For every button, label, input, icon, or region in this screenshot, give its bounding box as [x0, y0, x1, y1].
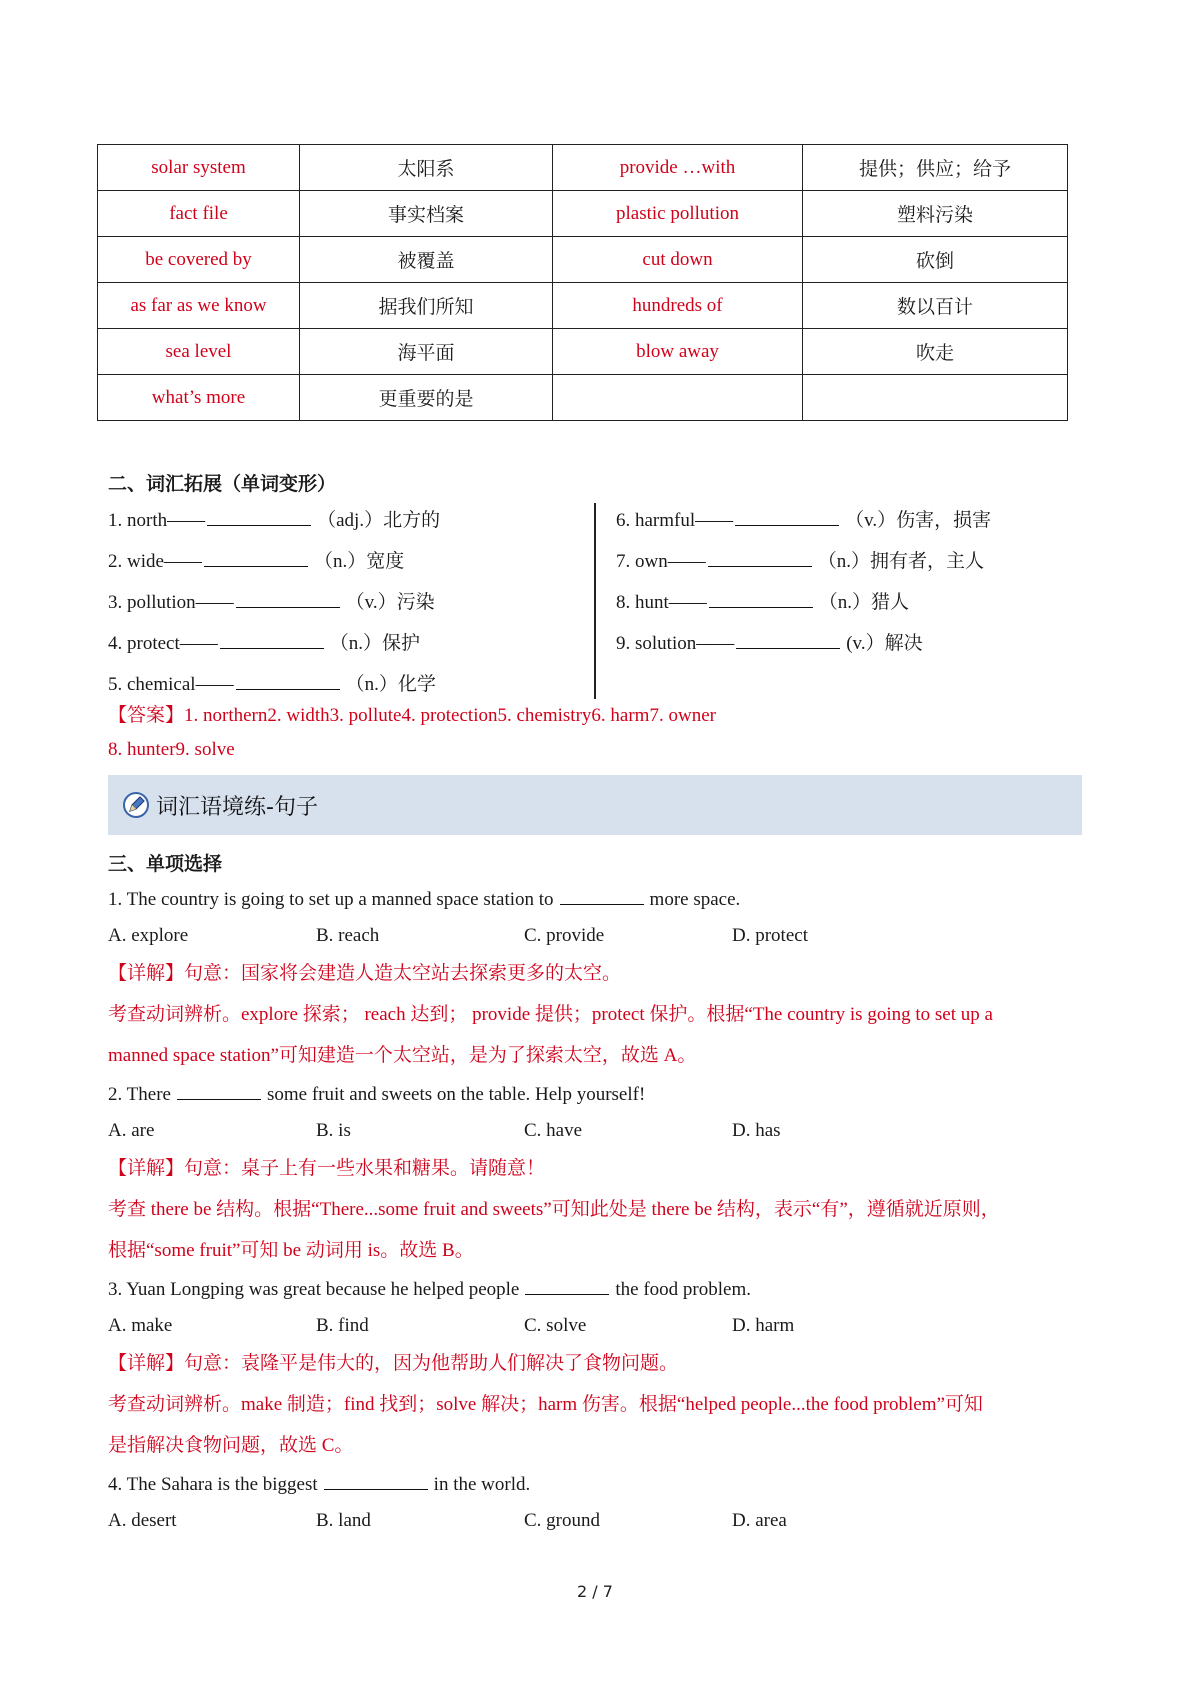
option-a[interactable]: A. explore [108, 925, 189, 946]
phrase-row [98, 145, 1068, 191]
answer-blank[interactable] [177, 1081, 261, 1100]
answer-blank[interactable] [236, 671, 340, 690]
option-b[interactable]: B. reach [316, 925, 380, 946]
option-d[interactable]: D. protect [732, 925, 808, 946]
options [108, 1507, 1088, 1545]
question-3: 3. Yuan Longping was great because he helped people the food problem. A. make B. find C. solve D. harm 【详解】句意：袁隆平是伟大的，因为他帮助人们解决了食物问题。 考查动词辨析。make 制造；find 找到；solve 解决；harm 伤害。根据“helped people...the food problem”可知 是指解决食物问题，故选 C。 [108, 1276, 1088, 1473]
explanation: 【详解】句意：袁隆平是伟大的，因为他帮助人们解决了食物问题。 [108, 1353, 679, 1374]
answer-blank[interactable] [324, 1471, 428, 1490]
phrase-chinese: 更重要的是 [300, 375, 553, 421]
phrase-english: as far as we know [98, 283, 300, 329]
phrase-row [98, 375, 1068, 421]
option-c[interactable]: C. provide [524, 925, 605, 946]
answer-blank[interactable] [708, 548, 812, 567]
phrase-chinese: 塑料污染 [803, 191, 1068, 237]
word-form-item: 1. north—— （adj.）北方的 [108, 507, 440, 548]
phrase-chinese: 数以百计 [803, 283, 1068, 329]
phrase-chinese: 事实档案 [300, 191, 553, 237]
phrase-english [553, 375, 803, 421]
phrase-english: hundreds of [553, 283, 803, 329]
banner-title: 词汇语境练-句子 [156, 794, 318, 820]
phrase-row [98, 329, 1068, 375]
option-c[interactable]: C. solve [524, 1315, 587, 1336]
phrase-chinese: 提供；供应；给予 [803, 145, 1068, 191]
answer-blank[interactable] [736, 630, 840, 649]
phrase-chinese: 据我们所知 [300, 283, 553, 329]
word-form-item: 4. protect—— （n.）保护 [108, 630, 440, 671]
option-a[interactable]: A. desert [108, 1510, 177, 1531]
word-form-item: 8. hunt—— （n.）猎人 [616, 589, 991, 630]
word-form-item: 3. pollution—— （v.）污染 [108, 589, 440, 630]
section-title-single-choice: 三、单项选择 [108, 853, 223, 875]
phrase-chinese [803, 375, 1068, 421]
phrase-english: plastic pollution [553, 191, 803, 237]
options [108, 922, 1088, 960]
word-forms-right [616, 507, 991, 671]
explanation: 考查 there be 结构。根据“There...some fruit and sweets”可知此处是 there be 结构，表示“有”，遵循就近原则， [108, 1199, 1000, 1220]
phrase-english: be covered by [98, 237, 300, 283]
phrase-english: cut down [553, 237, 803, 283]
option-c[interactable]: C. have [524, 1120, 583, 1141]
phrase-english: sea level [98, 329, 300, 375]
option-b[interactable]: B. is [316, 1120, 351, 1141]
phrase-english: blow away [553, 329, 803, 375]
answer-blank[interactable] [735, 507, 839, 526]
pencil-icon [122, 791, 150, 819]
word-form-item: 9. solution—— (v.）解决 [616, 630, 991, 671]
phrase-english: solar system [98, 145, 300, 191]
phrase-chinese: 吹走 [803, 329, 1068, 375]
explanation: 是指解决食物问题，故选 C。 [108, 1435, 354, 1456]
answer-blank[interactable] [220, 630, 324, 649]
option-d[interactable]: D. harm [732, 1315, 795, 1336]
phrase-row [98, 191, 1068, 237]
answer-key-line-1: 【答案】1. northern2. width3. pollute4. protection5. chemistry6. harm7. owner [108, 705, 716, 726]
explanation: 考查动词辨析。explore 探索； reach 达到； provide 提供；protect 保护。根据“The country is going to set up a [108, 1004, 993, 1025]
question-1: 1. The country is going to set up a manned space station to more space. A. explore B. reach C. provide D. protect 【详解】句意：国家将会建造人造太空站去探索更多的太空。 考查动词辨析。explore 探索； reach 达到； provide 提供；protect 保护。根据“The country is going to set up a manned space station”可知建造一个太空站，是为了探索太空，故选 A。 [108, 886, 1088, 1083]
section-title-word-forms: 二、词汇拓展（单词变形） [108, 473, 337, 495]
phrase-row [98, 283, 1068, 329]
answer-blank[interactable] [236, 589, 340, 608]
option-b[interactable]: B. find [316, 1315, 369, 1336]
word-form-item: 7. own—— （n.）拥有者，主人 [616, 548, 991, 589]
answer-blank[interactable] [525, 1276, 609, 1295]
options [108, 1312, 1088, 1350]
option-d[interactable]: D. has [732, 1120, 781, 1141]
word-form-item: 5. chemical—— （n.）化学 [108, 671, 440, 712]
phrase-chinese: 砍倒 [803, 237, 1068, 283]
explanation: 【详解】句意：国家将会建造人造太空站去探索更多的太空。 [108, 963, 622, 984]
phrase-chinese: 被覆盖 [300, 237, 553, 283]
phrase-chinese: 海平面 [300, 329, 553, 375]
option-c[interactable]: C. ground [524, 1510, 600, 1531]
phrase-english: provide …with [553, 145, 803, 191]
phrase-english: what’s more [98, 375, 300, 421]
answer-blank[interactable] [709, 589, 813, 608]
page-number: 2 / 7 [577, 1582, 613, 1601]
option-d[interactable]: D. area [732, 1510, 787, 1531]
question-2: 2. There some fruit and sweets on the table. Help yourself! A. are B. is C. have D. has 【详解】句意：桌子上有一些水果和糖果。请随意！ 考查 there be 结构。根据“There...some fruit and sweets”可知此处是 there be 结构，表示“有”，遵循就近原则， 根据“some fruit”可知 be 动词用 is。故选 B。 [108, 1081, 1088, 1278]
answer-blank[interactable] [560, 886, 644, 905]
explanation: 【详解】句意：桌子上有一些水果和糖果。请随意！ [108, 1158, 546, 1179]
option-a[interactable]: A. are [108, 1120, 155, 1141]
phrase-table [97, 144, 1068, 421]
phrase-english: fact file [98, 191, 300, 237]
answer-blank[interactable] [204, 548, 308, 567]
section-banner [108, 775, 1082, 835]
word-forms-left [108, 507, 440, 712]
question-4: 4. The Sahara is the biggest in the world. A. desert B. land C. ground D. area [108, 1471, 1088, 1545]
explanation: 根据“some fruit”可知 be 动词用 is。故选 B。 [108, 1240, 474, 1261]
answer-key-line-2: 8. hunter9. solve [108, 739, 235, 760]
options [108, 1117, 1088, 1155]
phrase-chinese: 太阳系 [300, 145, 553, 191]
answer-blank[interactable] [207, 507, 311, 526]
option-a[interactable]: A. make [108, 1315, 173, 1336]
phrase-row [98, 237, 1068, 283]
option-b[interactable]: B. land [316, 1510, 371, 1531]
word-form-item: 6. harmful—— （v.）伤害，损害 [616, 507, 991, 548]
explanation: 考查动词辨析。make 制造；find 找到；solve 解决；harm 伤害。根据“helped people...the food problem”可知 [108, 1394, 983, 1415]
explanation: manned space station”可知建造一个太空站，是为了探索太空，故选 A。 [108, 1045, 697, 1066]
column-divider [594, 503, 596, 699]
word-form-item: 2. wide—— （n.）宽度 [108, 548, 440, 589]
